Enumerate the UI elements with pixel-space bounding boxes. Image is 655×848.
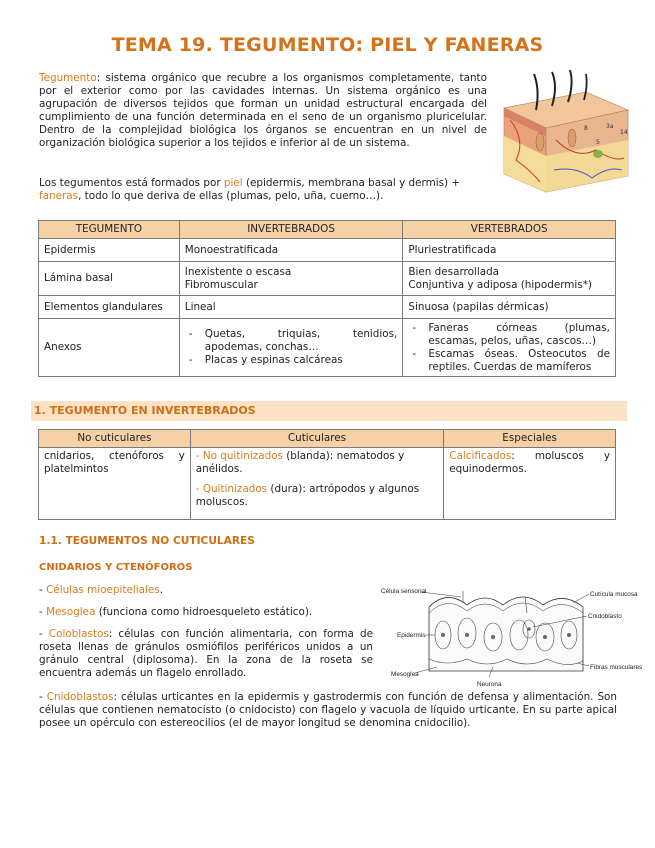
term: - No quitinizados xyxy=(195,450,283,462)
term: Cnidoblastos xyxy=(46,691,114,703)
subsection-heading: 1.1. TEGUMENTOS NO CUTICULARES xyxy=(39,535,255,547)
cell-line xyxy=(196,450,438,476)
table-row xyxy=(39,239,616,262)
item-mioepiteliales xyxy=(39,584,163,597)
label-mesoglea: Mesoglea xyxy=(391,671,419,678)
term: Mesoglea xyxy=(46,606,96,618)
page-title: TEMA 19. TEGUMENTO: PIEL Y FANERAS xyxy=(111,34,544,56)
label-fibras-musculares: Fibras musculares xyxy=(590,664,643,671)
table-row xyxy=(39,448,616,520)
header-vertebrados: VERTEBRADOS xyxy=(403,221,616,239)
dash: - xyxy=(39,628,49,640)
skin-cross-section-image xyxy=(496,70,632,194)
table-row xyxy=(39,296,616,319)
table-header-row xyxy=(39,221,616,239)
cell: Monoestratificada xyxy=(179,239,403,262)
cell-text: (dura): artrópodos y algunos moluscos. xyxy=(195,483,420,508)
term: - Quitinizados xyxy=(195,483,268,495)
text: : células urticantes en la epidermis y gastrodermis con función de defensa y alimentación. Son células que contienen nematocisto (o cnidocisto) con flagelo y vacuola de líquido urticante. En su parte apical posee un opérculo con estereocilios (el de mayor longitud se denomina cnidocilio). xyxy=(39,691,618,729)
list-item: - Faneras córneas (plumas, escamas, pelos, uñas, cascos…) xyxy=(428,322,610,348)
p2-b: (epidermis, membrana basal y dermis) + xyxy=(242,177,461,189)
cell xyxy=(190,448,443,520)
item-mesoglea xyxy=(39,606,312,619)
header-especiales: Especiales xyxy=(444,430,616,448)
text: : células con función alimentaria, con forma de roseta llenas de gránulos osmiófilos periféricos unidos a un gránulo central (diplosoma). En la zona de la roseta se encuentra además un flagelo enrollado. xyxy=(39,628,373,679)
invertebrate-tegument-table xyxy=(38,429,616,520)
p2-a: Los tegumentos está formados por xyxy=(39,177,224,189)
cell xyxy=(444,448,616,520)
skin-label-2: 5 xyxy=(596,139,600,146)
item-coloblastos xyxy=(39,628,373,680)
group-heading: CNIDARIOS Y CTENÓFOROS xyxy=(39,562,193,573)
cell xyxy=(179,262,403,296)
section-heading: 1. TEGUMENTO EN INVERTEBRADOS xyxy=(31,401,627,421)
header-tegumento: TEGUMENTO xyxy=(39,221,180,239)
term-faneras: faneras xyxy=(39,190,79,202)
header-no-cuticulares: No cuticulares xyxy=(39,430,191,448)
label-neurona: Neurona xyxy=(477,681,502,688)
cell: Anexos xyxy=(39,319,180,377)
cell-line: Conjuntiva y adiposa (hipodermis*) xyxy=(408,278,592,291)
tegument-comparison-table xyxy=(38,220,616,377)
cell: Elementos glandulares xyxy=(39,296,180,319)
cell: Lineal xyxy=(179,296,403,319)
label-cuticula-mucosa: Cutícula mucosa xyxy=(590,591,638,598)
p2-c: , todo lo que deriva de ellas (plumas, pelo, uña, cuerno…). xyxy=(78,190,384,202)
dash: - xyxy=(39,691,47,703)
label-celula-sensorial: Célula sensorial xyxy=(381,588,427,595)
term-tegumento: Tegumento xyxy=(39,72,97,84)
list-item: - Placas y espinas calcáreas xyxy=(205,354,398,367)
header-invertebrados: INVERTEBRADOS xyxy=(179,221,403,239)
cell: Epidermis xyxy=(39,239,180,262)
cell: cnidarios, ctenóforos y platelmintos xyxy=(39,448,191,520)
term: Células mioepiteliales xyxy=(46,584,160,596)
dash: - xyxy=(39,584,47,596)
cell-text: (blanda): nematodos y anélidos. xyxy=(195,450,405,475)
cell-line xyxy=(196,483,438,509)
item-cnidoblastos xyxy=(39,691,617,730)
cell: Sinuosa (papilas dérmicas) xyxy=(403,296,616,319)
cell xyxy=(403,319,616,377)
skin-label-1: 3a xyxy=(606,123,614,130)
cell-line: Inexistente o escasa xyxy=(184,265,292,278)
label-epidermis: Epidermis xyxy=(397,632,426,639)
term: Coloblastos xyxy=(48,628,109,640)
intro-paragraph xyxy=(39,72,487,150)
cell: Lámina basal xyxy=(39,262,180,296)
composition-paragraph xyxy=(39,177,487,203)
cell: Pluriestratificada xyxy=(403,239,616,262)
label-cnidoblasto: Cnidoblasto xyxy=(588,613,622,620)
table-row xyxy=(39,262,616,296)
skin-label-0: 8 xyxy=(584,125,588,132)
cell-line: Fibromuscular xyxy=(184,278,258,291)
cell-text: : moluscos y equinodermos. xyxy=(449,450,610,475)
text: . xyxy=(159,584,164,596)
cell xyxy=(179,319,403,377)
intro-text: : sistema orgánico que recubre a los organismos completamente, tanto por el exterior como por las cavidades internas. Un sistema orgánico es una agrupación de diversos tejidos que forman un unidad estructural encargada del cumplimiento de una función determinada en el seno de un organismo pluricelular. Dentro de la complejidad biológica los órganos se encuentran en un nivel de organización biológica superior a los tejidos e inferior al de un sistema. xyxy=(39,72,487,149)
term-piel: piel xyxy=(223,177,243,189)
term: Calcificados xyxy=(449,450,512,462)
table-row xyxy=(39,319,616,377)
list-item: - Quetas, triquias, tenidios, apodemas, conchas… xyxy=(205,328,398,354)
table-header-row xyxy=(39,430,616,448)
text: (funciona como hidroesqueleto estático). xyxy=(95,606,313,618)
list-item: - Escamas óseas. Osteocutos de reptiles. Cuerdas de mamíferos xyxy=(428,348,610,374)
header-cuticulares: Cuticulares xyxy=(190,430,443,448)
cell-line: Bien desarrollada xyxy=(408,265,500,278)
cell xyxy=(403,262,616,296)
skin-label-3: 14 xyxy=(620,129,628,136)
cnidarian-tissue-diagram xyxy=(377,583,643,691)
dash: - xyxy=(39,606,47,618)
